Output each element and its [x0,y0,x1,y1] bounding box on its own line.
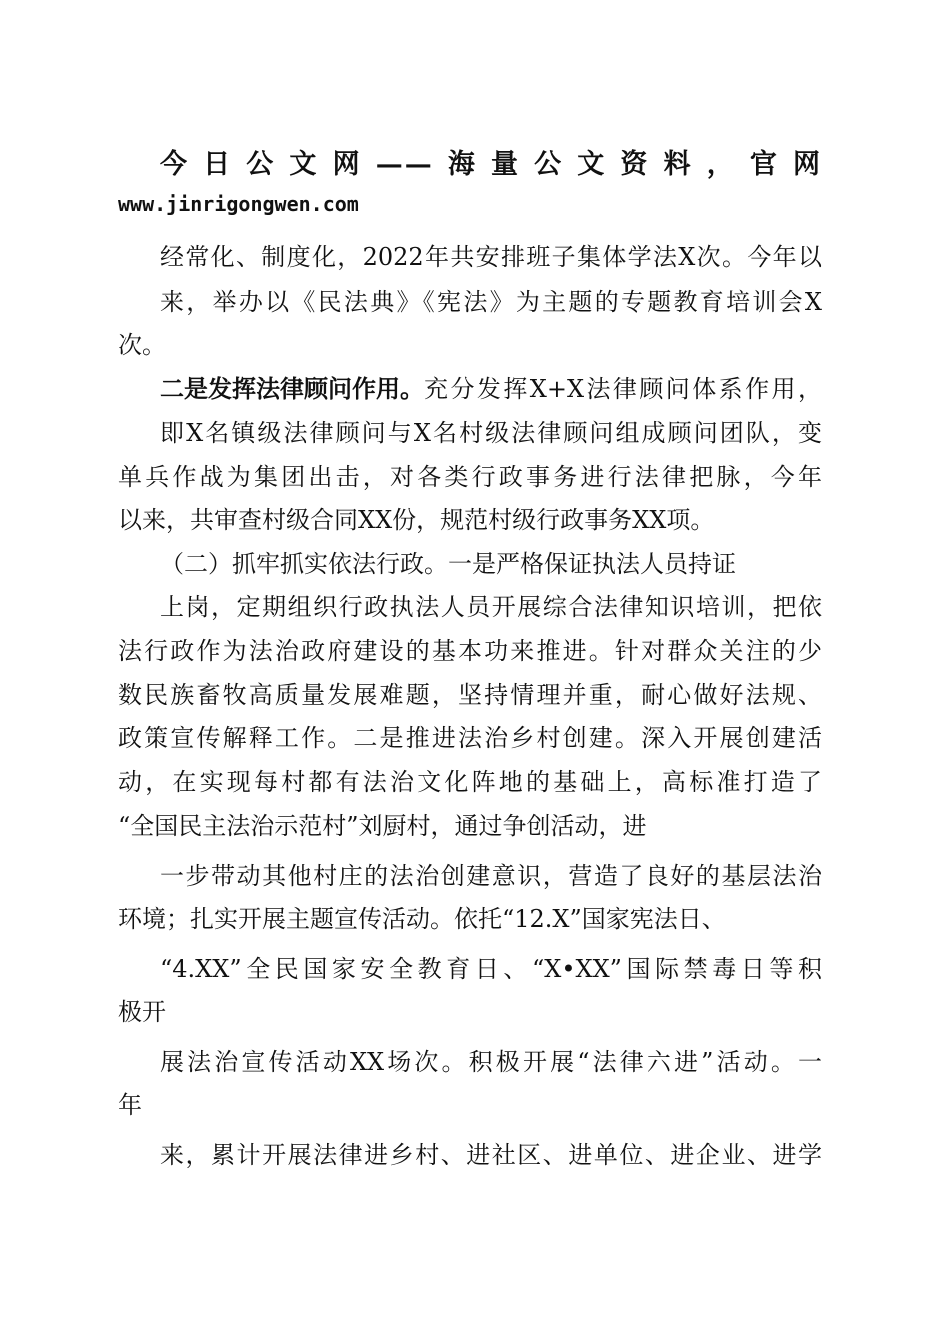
body-line: 政策宣传解释工作。二是推进法治乡村创建。深入开展创建活 [118,724,822,752]
body-line: 一步带动其他村庄的法治创建意识，营造了良好的基层法治 [160,862,822,890]
body-line: 单兵作战为集团出击，对各类行政事务进行法律把脉，今年 [118,463,822,491]
body-line: 来，举办以《民法典》《宪法》为主题的专题教育培训会X [160,288,822,316]
body-line: 极开 [118,998,166,1026]
body-line-text: 充分发挥X+X法律顾问体系作用， [424,375,822,403]
body-line: 次。 [118,331,166,359]
body-line: “4.XX”全民国家安全教育日、“X•XX”国际禁毒日等积 [160,955,822,983]
body-line [160,373,822,405]
body-line: 来，累计开展法律进乡村、进社区、进单位、进企业、进学 [160,1141,822,1169]
body-line: “全国民主法治示范村”刘厨村，通过争创活动，进 [118,812,647,840]
body-line: 动，在实现每村都有法治文化阵地的基础上，高标准打造了 [118,768,822,796]
body-line: 法行政作为法治政府建设的基本功来推进。针对群众关注的少 [118,637,822,665]
subheading: 二是发挥法律顾问作用。 [160,374,424,403]
header-title: 今日公文网——海量公文资料，官网 [160,149,822,180]
body-line: 以来，共审查村级合同XX份，规范村级行政事务XX项。 [118,506,715,534]
body-line: 即X名镇级法律顾问与X名村级法律顾问组成顾问团队，变 [160,419,822,447]
header-url: www.jinrigongwen.com [118,192,359,216]
section-heading: （二）抓牢抓实依法行政。一是严格保证执法人员持证 [160,550,736,578]
body-line: 经常化、制度化，2022年共安排班子集体学法X次。今年以 [160,243,822,271]
body-line: 数民族畜牧高质量发展难题，坚持情理并重，耐心做好法规、 [118,681,822,709]
body-line: 环境；扎实开展主题宣传活动。依托“12.X”国家宪法日、 [118,905,726,933]
body-line: 上岗，定期组织行政执法人员开展综合法律知识培训，把依 [160,593,822,621]
body-line: 展法治宣传活动XX场次。积极开展“法律六进”活动。一 [160,1048,822,1076]
body-line: 年 [118,1091,142,1119]
